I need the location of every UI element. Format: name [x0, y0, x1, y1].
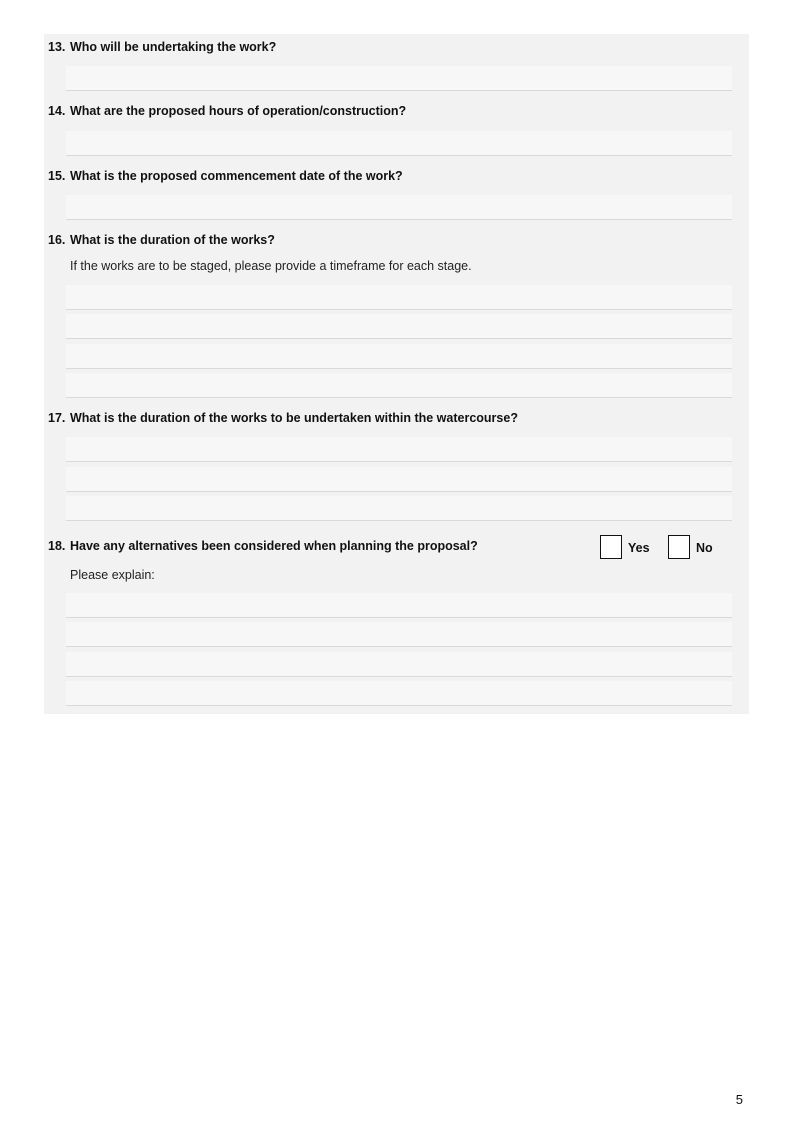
- question-17: [48, 410, 518, 426]
- question-18-answer-line-3[interactable]: [66, 652, 732, 677]
- question-16-answer-line-4[interactable]: [66, 373, 732, 398]
- question-18-text: Have any alternatives been considered when planning the proposal?: [70, 539, 478, 553]
- question-15-text: What is the proposed commencement date of the work?: [70, 169, 403, 183]
- question-16-text: What is the duration of the works?: [70, 233, 275, 247]
- question-17-text: What is the duration of the works to be undertaken within the watercourse?: [70, 411, 518, 425]
- question-13-number: 13.: [48, 40, 66, 54]
- question-17-number: 17.: [48, 411, 66, 425]
- question-15-number: 15.: [48, 169, 66, 183]
- yes-checkbox[interactable]: [600, 535, 622, 559]
- question-14-number: 14.: [48, 104, 66, 118]
- question-16-answer-line-1[interactable]: [66, 285, 732, 310]
- question-18-answer-line-1[interactable]: [66, 593, 732, 618]
- question-16-answer-line-3[interactable]: [66, 344, 732, 369]
- question-18-hint: Please explain:: [70, 568, 155, 582]
- question-16: [48, 232, 275, 248]
- question-18-answer-line-2[interactable]: [66, 622, 732, 647]
- question-16-hint: If the works are to be staged, please provide a timeframe for each stage.: [70, 259, 472, 273]
- question-15-answer-field[interactable]: [66, 195, 732, 220]
- question-17-answer-line-3[interactable]: [66, 496, 732, 521]
- question-15: [48, 168, 403, 184]
- question-16-answer-line-2[interactable]: [66, 314, 732, 339]
- question-13-answer-field[interactable]: [66, 66, 732, 91]
- question-17-answer-line-1[interactable]: [66, 437, 732, 462]
- question-14-answer-field[interactable]: [66, 131, 732, 156]
- no-checkbox[interactable]: [668, 535, 690, 559]
- yes-checkbox-label: Yes: [628, 541, 650, 555]
- no-checkbox-label: No: [696, 541, 713, 555]
- question-13-text: Who will be undertaking the work?: [70, 40, 277, 54]
- question-13: [48, 39, 276, 55]
- question-18-answer-line-4[interactable]: [66, 681, 732, 706]
- question-18: [48, 538, 478, 554]
- question-16-number: 16.: [48, 233, 66, 247]
- question-18-number: 18.: [48, 539, 66, 553]
- page-number: 5: [735, 1092, 743, 1107]
- question-17-answer-line-2[interactable]: [66, 467, 732, 492]
- question-14-text: What are the proposed hours of operation/construction?: [70, 104, 407, 118]
- question-14: [48, 103, 406, 119]
